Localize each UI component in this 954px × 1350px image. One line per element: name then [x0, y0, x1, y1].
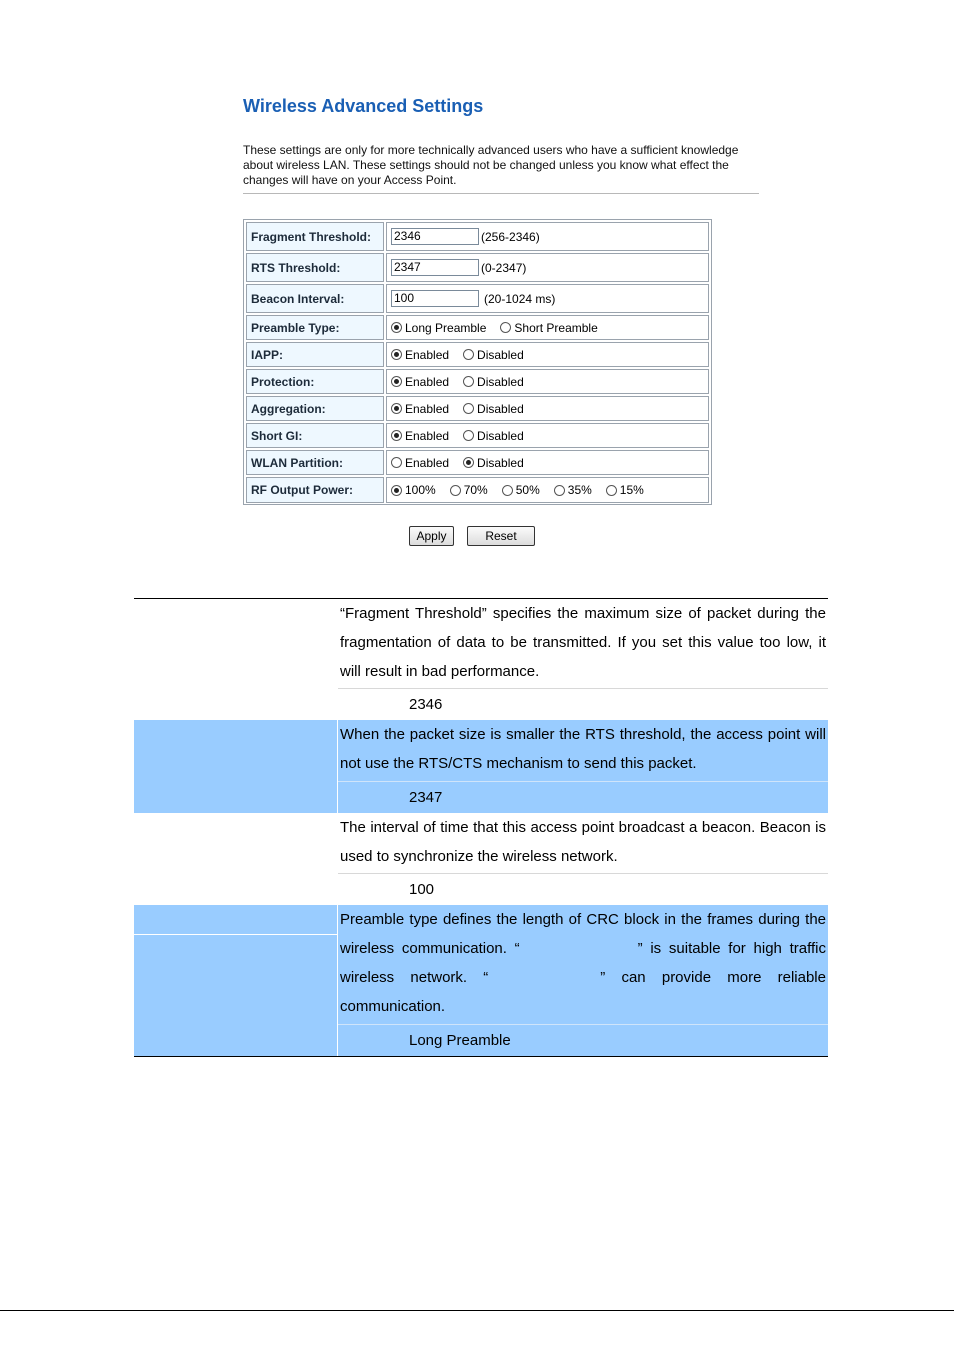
preamble-type-cell — [386, 315, 709, 340]
option-label: Enabled — [405, 374, 450, 389]
iapp-cell — [386, 342, 709, 367]
beacon-text-cell — [338, 813, 828, 905]
rts-threshold-hint: (0-2347) — [481, 260, 527, 275]
fragment-text-cell — [338, 599, 828, 720]
row-beacon-interval — [246, 284, 709, 313]
rts-description: When the packet size is smaller the RTS threshold, the access point will not use the RTS/CTS mechanism to send this packet. — [340, 726, 826, 772]
protection-enabled-option[interactable] — [391, 375, 449, 389]
row-wlan-partition — [246, 450, 709, 475]
radio-icon[interactable] — [554, 485, 565, 496]
fragment-description-block — [134, 599, 828, 720]
power-50-option[interactable] — [502, 483, 540, 497]
rts-description-block — [134, 720, 828, 813]
radio-icon[interactable] — [391, 457, 402, 468]
row-aggregation — [246, 396, 709, 421]
radio-selected-icon[interactable] — [391, 376, 402, 387]
preamble-text-part-2: ” is suitable for high traffic wireless network. “ — [340, 940, 826, 986]
radio-selected-icon[interactable] — [391, 403, 402, 414]
aggregation-label: Aggregation: — [246, 396, 384, 421]
row-rts-threshold — [246, 253, 709, 282]
radio-icon[interactable] — [450, 485, 461, 496]
aggregation-enabled-option[interactable] — [391, 402, 449, 416]
rts-default-value: 2347 — [338, 781, 828, 813]
beacon-description: The interval of time that this access point broadcast a beacon. Beacon is used to synchronize the wireless network. — [340, 819, 826, 865]
apply-button[interactable]: Apply — [409, 526, 454, 546]
beacon-default-value: 100 — [338, 873, 828, 905]
short-gi-enabled-option[interactable] — [391, 429, 449, 443]
beacon-name-cell — [134, 813, 337, 905]
row-preamble-type — [246, 315, 709, 340]
radio-icon[interactable] — [502, 485, 513, 496]
preamble-description-block — [134, 905, 828, 1056]
cell-divider — [134, 934, 337, 935]
radio-selected-icon[interactable] — [391, 349, 402, 360]
preamble-type-label: Preamble Type: — [246, 315, 384, 340]
preamble-long-option[interactable] — [391, 321, 486, 335]
rts-threshold-label: RTS Threshold: — [246, 253, 384, 282]
preamble-description — [340, 905, 826, 1021]
fragment-threshold-input[interactable]: 2346 — [391, 228, 479, 245]
radio-selected-icon[interactable] — [391, 485, 402, 496]
aggregation-disabled-option[interactable] — [463, 402, 524, 416]
rts-text-cell — [338, 720, 828, 813]
option-label: 50% — [515, 483, 540, 497]
preamble-text-part-1: Preamble type defines the length of CRC block in the frames during the wireless communication. “ — [340, 911, 826, 957]
description-table — [134, 598, 828, 1057]
iapp-enabled-option[interactable] — [391, 348, 449, 362]
preamble-default-value: Long Preamble — [338, 1024, 828, 1056]
protection-cell — [386, 369, 709, 394]
option-label: Short Preamble — [514, 320, 598, 335]
option-label: Long Preamble — [405, 320, 487, 335]
preamble-text-part-3: ” can provide more reliable communication. — [340, 969, 826, 1015]
short-gi-label: Short GI: — [246, 423, 384, 448]
rf-output-power-cell — [386, 477, 709, 503]
option-label: Enabled — [405, 455, 450, 470]
reset-button[interactable]: Reset — [467, 526, 535, 546]
power-35-option[interactable] — [554, 483, 592, 497]
option-label: Disabled — [477, 374, 524, 389]
power-70-option[interactable] — [450, 483, 488, 497]
option-label: Disabled — [477, 455, 524, 470]
option-label: Disabled — [477, 347, 524, 362]
short-gi-disabled-option[interactable] — [463, 429, 524, 443]
row-rf-output-power — [246, 477, 709, 503]
fragment-description: “Fragment Threshold” specifies the maximum size of packet during the fragmentation of data to be transmitted. If you set this value too low, it will result in bad performance. — [340, 605, 826, 680]
wlan-partition-cell — [386, 450, 709, 475]
radio-icon[interactable] — [500, 322, 511, 333]
radio-selected-icon[interactable] — [391, 322, 402, 333]
fragment-threshold-cell — [386, 222, 709, 251]
option-label: Enabled — [405, 347, 450, 362]
power-15-option[interactable] — [606, 483, 644, 497]
fragment-name-cell — [134, 599, 337, 720]
option-label: Enabled — [405, 428, 450, 443]
rts-threshold-cell — [386, 253, 709, 282]
aggregation-cell — [386, 396, 709, 421]
radio-icon[interactable] — [463, 349, 474, 360]
option-label: Disabled — [477, 428, 524, 443]
row-protection — [246, 369, 709, 394]
rts-name-cell — [134, 720, 337, 813]
page-description: These settings are only for more technically advanced users who have a sufficient knowledge about wireless LAN. These settings should not be changed unless you know what effect the changes will have on your Access Point. — [243, 143, 739, 187]
option-label: 35% — [567, 483, 592, 497]
table-bottom-rule — [134, 1056, 828, 1057]
radio-icon[interactable] — [463, 403, 474, 414]
rf-output-power-label: RF Output Power: — [246, 477, 384, 503]
beacon-interval-input[interactable]: 100 — [391, 290, 479, 307]
fragment-threshold-label: Fragment Threshold: — [246, 222, 384, 251]
option-label: 70% — [463, 483, 488, 497]
divider — [243, 193, 759, 194]
power-100-option[interactable] — [391, 483, 436, 497]
option-label: Enabled — [405, 401, 450, 416]
beacon-interval-hint: (20-1024 ms) — [484, 291, 556, 306]
wlan-partition-label: WLAN Partition: — [246, 450, 384, 475]
protection-label: Protection: — [246, 369, 384, 394]
short-gi-cell — [386, 423, 709, 448]
radio-selected-icon[interactable] — [463, 457, 474, 468]
iapp-label: IAPP: — [246, 342, 384, 367]
row-short-gi — [246, 423, 709, 448]
fragment-threshold-hint: (256-2346) — [481, 229, 540, 244]
row-iapp — [246, 342, 709, 367]
radio-icon[interactable] — [463, 376, 474, 387]
beacon-description-block — [134, 813, 828, 905]
partition-disabled-option[interactable] — [463, 456, 524, 470]
beacon-interval-label: Beacon Interval: — [246, 284, 384, 313]
advanced-settings-table — [243, 219, 712, 505]
option-label: 15% — [619, 483, 644, 497]
radio-icon[interactable] — [463, 430, 474, 441]
radio-selected-icon[interactable] — [391, 430, 402, 441]
option-label: 100% — [405, 483, 436, 497]
preamble-text-cell — [338, 905, 828, 1056]
preamble-short-option[interactable] — [500, 321, 597, 335]
option-label: Disabled — [477, 401, 524, 416]
page-title: Wireless Advanced Settings — [243, 96, 484, 116]
iapp-disabled-option[interactable] — [463, 348, 524, 362]
fragment-default-value: 2346 — [338, 688, 828, 720]
partition-enabled-option[interactable] — [391, 456, 449, 470]
protection-disabled-option[interactable] — [463, 375, 524, 389]
row-fragment-threshold — [246, 222, 709, 251]
preamble-name-cell — [134, 905, 337, 1056]
beacon-interval-cell — [386, 284, 709, 313]
rts-threshold-input[interactable]: 2347 — [391, 259, 479, 276]
footer-rule — [0, 1310, 954, 1311]
radio-icon[interactable] — [606, 485, 617, 496]
